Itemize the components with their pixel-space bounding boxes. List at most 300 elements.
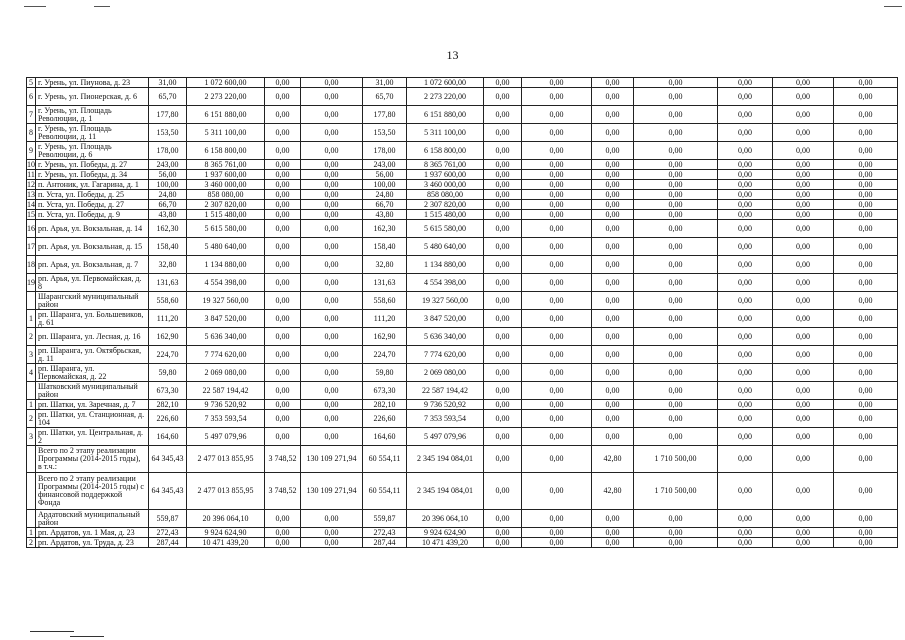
- value-cell: 0,00: [634, 510, 718, 528]
- table-row: [27, 142, 898, 160]
- table-row: [27, 210, 898, 220]
- value-cell: 8 365 761,00: [187, 160, 265, 170]
- table-row: [27, 200, 898, 210]
- value-cell: 5 497 079,96: [187, 428, 265, 446]
- value-cell: 0,00: [773, 446, 834, 473]
- value-cell: 0,00: [834, 364, 898, 382]
- value-cell: 0,00: [522, 473, 592, 510]
- value-cell: 0,00: [834, 328, 898, 346]
- value-cell: 100,00: [149, 180, 187, 190]
- value-cell: 0,00: [718, 382, 773, 400]
- value-cell: 1 072 600,00: [187, 78, 265, 88]
- value-cell: 0,00: [834, 88, 898, 106]
- value-cell: 0,00: [634, 382, 718, 400]
- table-row: [27, 292, 898, 310]
- value-cell: 0,00: [834, 274, 898, 292]
- bottom-rule-mid: [70, 636, 104, 637]
- value-cell: 0,00: [834, 310, 898, 328]
- address-cell: рп. Шаранга, ул. Октябрьская, д. 11: [36, 346, 149, 364]
- value-cell: 559,87: [363, 510, 407, 528]
- value-cell: 0,00: [773, 256, 834, 274]
- row-number: [27, 446, 36, 473]
- value-cell: 0,00: [773, 274, 834, 292]
- value-cell: 20 396 064,10: [407, 510, 484, 528]
- value-cell: 5 497 079,96: [407, 428, 484, 446]
- value-cell: 0,00: [592, 310, 634, 328]
- value-cell: 0,00: [634, 256, 718, 274]
- value-cell: 0,00: [592, 220, 634, 238]
- value-cell: 0,00: [265, 400, 301, 410]
- housing-program-table: [26, 77, 898, 548]
- value-cell: 858 080,00: [407, 190, 484, 200]
- value-cell: 0,00: [522, 328, 592, 346]
- value-cell: 0,00: [265, 124, 301, 142]
- bottom-rule-left: [30, 631, 74, 632]
- address-cell: г. Урень, ул. Пионерская, д. 6: [36, 88, 149, 106]
- table-row: [27, 364, 898, 382]
- value-cell: 0,00: [634, 238, 718, 256]
- value-cell: 0,00: [634, 428, 718, 446]
- table-row: [27, 428, 898, 446]
- value-cell: 0,00: [773, 180, 834, 190]
- value-cell: 0,00: [773, 142, 834, 160]
- value-cell: 0,00: [718, 364, 773, 382]
- table-row: [27, 400, 898, 410]
- value-cell: 0,00: [265, 292, 301, 310]
- value-cell: 0,00: [484, 180, 522, 190]
- value-cell: 9 736 520,92: [407, 400, 484, 410]
- value-cell: 3 460 000,00: [187, 180, 265, 190]
- value-cell: 1 710 500,00: [634, 446, 718, 473]
- value-cell: 0,00: [301, 400, 363, 410]
- value-cell: 0,00: [265, 78, 301, 88]
- value-cell: 0,00: [522, 346, 592, 364]
- value-cell: 0,00: [484, 400, 522, 410]
- row-number: 2: [27, 538, 36, 548]
- value-cell: 0,00: [718, 142, 773, 160]
- table-row: [27, 88, 898, 106]
- row-number: 1: [27, 310, 36, 328]
- value-cell: 0,00: [592, 78, 634, 88]
- value-cell: 158,40: [149, 238, 187, 256]
- value-cell: 2 273 220,00: [187, 88, 265, 106]
- value-cell: 0,00: [834, 106, 898, 124]
- value-cell: 0,00: [522, 256, 592, 274]
- value-cell: 0,00: [484, 238, 522, 256]
- value-cell: 0,00: [522, 292, 592, 310]
- value-cell: 0,00: [484, 428, 522, 446]
- value-cell: 9 924 624,90: [187, 528, 265, 538]
- row-number: 13: [27, 189, 35, 199]
- row-number: 17: [27, 238, 36, 256]
- value-cell: 0,00: [834, 538, 898, 548]
- value-cell: 0,00: [265, 180, 301, 190]
- value-cell: 32,80: [149, 256, 187, 274]
- value-cell: 0,00: [265, 346, 301, 364]
- address-cell: Всего по 2 этапу реализации Программы (2014-2015 годы), в т.ч.:: [36, 446, 149, 473]
- value-cell: 0,00: [484, 310, 522, 328]
- value-cell: 0,00: [522, 220, 592, 238]
- value-cell: 0,00: [834, 238, 898, 256]
- row-number: [27, 382, 36, 400]
- value-cell: 0,00: [301, 364, 363, 382]
- value-cell: 0,00: [718, 170, 773, 180]
- value-cell: 19 327 560,00: [187, 292, 265, 310]
- value-cell: 0,00: [773, 382, 834, 400]
- value-cell: 0,00: [592, 328, 634, 346]
- value-cell: 0,00: [773, 292, 834, 310]
- value-cell: 164,60: [363, 428, 407, 446]
- address-cell: Шарангский муниципальный район: [36, 292, 149, 310]
- value-cell: 0,00: [484, 410, 522, 428]
- value-cell: 9 736 520,92: [187, 400, 265, 410]
- value-cell: 0,00: [484, 274, 522, 292]
- value-cell: 42,80: [592, 446, 634, 473]
- value-cell: 0,00: [834, 78, 898, 88]
- value-cell: 0,00: [301, 382, 363, 400]
- value-cell: 559,87: [149, 510, 187, 528]
- row-number: 5: [27, 78, 36, 88]
- value-cell: 42,80: [592, 473, 634, 510]
- row-number: 16: [27, 220, 36, 238]
- value-cell: 0,00: [592, 428, 634, 446]
- address-cell: рп. Ардатов, ул. Труда, д. 23: [36, 538, 149, 548]
- row-number: 10: [27, 159, 35, 169]
- address-cell: Шатковский муниципальный район: [36, 382, 149, 400]
- value-cell: 0,00: [718, 180, 773, 190]
- table-row: [27, 510, 898, 528]
- value-cell: 0,00: [634, 160, 718, 170]
- value-cell: 0,00: [484, 210, 522, 220]
- value-cell: 0,00: [634, 364, 718, 382]
- value-cell: 0,00: [265, 170, 301, 180]
- value-cell: 0,00: [301, 190, 363, 200]
- value-cell: 673,30: [363, 382, 407, 400]
- value-cell: 6 151 880,00: [407, 106, 484, 124]
- value-cell: 0,00: [484, 382, 522, 400]
- value-cell: 0,00: [301, 106, 363, 124]
- value-cell: 19 327 560,00: [407, 292, 484, 310]
- value-cell: 0,00: [718, 190, 773, 200]
- value-cell: 0,00: [301, 292, 363, 310]
- value-cell: 0,00: [773, 170, 834, 180]
- value-cell: 0,00: [265, 190, 301, 200]
- value-cell: 0,00: [301, 170, 363, 180]
- value-cell: 10 471 439,20: [407, 538, 484, 548]
- value-cell: 22 587 194,42: [187, 382, 265, 400]
- value-cell: 0,00: [592, 292, 634, 310]
- value-cell: 10 471 439,20: [187, 538, 265, 548]
- value-cell: 0,00: [265, 274, 301, 292]
- value-cell: 0,00: [634, 292, 718, 310]
- value-cell: 0,00: [718, 538, 773, 548]
- value-cell: 1 937 600,00: [407, 170, 484, 180]
- value-cell: 153,50: [363, 124, 407, 142]
- value-cell: 0,00: [592, 190, 634, 200]
- value-cell: 0,00: [484, 528, 522, 538]
- value-cell: 0,00: [301, 238, 363, 256]
- address-cell: рп. Шаранга, ул. Большевиков, д. 61: [36, 310, 149, 328]
- value-cell: 64 345,43: [149, 473, 187, 510]
- value-cell: 66,70: [149, 200, 187, 210]
- value-cell: 0,00: [522, 382, 592, 400]
- table-row: [27, 78, 898, 88]
- value-cell: 0,00: [834, 510, 898, 528]
- row-number: 8: [27, 124, 36, 142]
- value-cell: 0,00: [592, 124, 634, 142]
- value-cell: 5 615 580,00: [187, 220, 265, 238]
- value-cell: 64 345,43: [149, 446, 187, 473]
- value-cell: 0,00: [718, 274, 773, 292]
- value-cell: 131,63: [149, 274, 187, 292]
- value-cell: 0,00: [718, 328, 773, 346]
- value-cell: 0,00: [484, 292, 522, 310]
- value-cell: 0,00: [592, 180, 634, 190]
- value-cell: 0,00: [592, 538, 634, 548]
- value-cell: 0,00: [834, 400, 898, 410]
- value-cell: 0,00: [634, 538, 718, 548]
- value-cell: 56,00: [149, 170, 187, 180]
- address-cell: рп. Шаранга, ул. Лесная, д. 16: [36, 328, 149, 346]
- value-cell: 65,70: [363, 88, 407, 106]
- value-cell: 0,00: [522, 364, 592, 382]
- value-cell: 0,00: [301, 142, 363, 160]
- row-number: 6: [27, 88, 36, 106]
- value-cell: 3 847 520,00: [407, 310, 484, 328]
- value-cell: 0,00: [718, 88, 773, 106]
- value-cell: 0,00: [718, 510, 773, 528]
- value-cell: 0,00: [718, 446, 773, 473]
- value-cell: 0,00: [484, 170, 522, 180]
- address-cell: г. Урень, ул. Площадь Революции, д. 1: [36, 106, 149, 124]
- value-cell: 0,00: [834, 210, 898, 220]
- value-cell: 0,00: [484, 364, 522, 382]
- address-cell: рп. Арья, ул. Первомайская, д. 8: [36, 274, 149, 292]
- table-row: [27, 310, 898, 328]
- value-cell: 0,00: [301, 180, 363, 190]
- value-cell: 0,00: [265, 200, 301, 210]
- value-cell: 0,00: [484, 346, 522, 364]
- value-cell: 0,00: [522, 78, 592, 88]
- value-cell: 7 774 620,00: [407, 346, 484, 364]
- value-cell: 0,00: [718, 400, 773, 410]
- value-cell: 31,00: [149, 78, 187, 88]
- table-row: [27, 238, 898, 256]
- value-cell: 5 311 100,00: [187, 124, 265, 142]
- value-cell: 0,00: [484, 190, 522, 200]
- value-cell: 32,80: [363, 256, 407, 274]
- value-cell: 1 710 500,00: [634, 473, 718, 510]
- value-cell: 0,00: [592, 364, 634, 382]
- row-number: 3: [27, 428, 36, 446]
- value-cell: 0,00: [718, 78, 773, 88]
- address-cell: г. Урень, ул. Пиунова, д. 23: [36, 78, 149, 88]
- value-cell: 0,00: [301, 428, 363, 446]
- value-cell: 5 480 640,00: [407, 238, 484, 256]
- value-cell: 0,00: [773, 106, 834, 124]
- value-cell: 243,00: [149, 160, 187, 170]
- value-cell: 0,00: [522, 170, 592, 180]
- value-cell: 0,00: [301, 220, 363, 238]
- value-cell: 178,00: [363, 142, 407, 160]
- value-cell: 0,00: [592, 346, 634, 364]
- top-rule-right: [884, 6, 902, 7]
- value-cell: 3 748,52: [265, 473, 301, 510]
- address-cell: рп. Шатки, ул. Станционная, д. 104: [36, 410, 149, 428]
- value-cell: 66,70: [363, 200, 407, 210]
- value-cell: 31,00: [363, 78, 407, 88]
- value-cell: 0,00: [265, 428, 301, 446]
- value-cell: 0,00: [718, 106, 773, 124]
- value-cell: 0,00: [522, 410, 592, 428]
- value-cell: 0,00: [834, 190, 898, 200]
- value-cell: 0,00: [301, 256, 363, 274]
- value-cell: 0,00: [773, 364, 834, 382]
- value-cell: 0,00: [773, 88, 834, 106]
- value-cell: 0,00: [484, 473, 522, 510]
- value-cell: 0,00: [718, 292, 773, 310]
- value-cell: 0,00: [301, 274, 363, 292]
- value-cell: 0,00: [834, 160, 898, 170]
- value-cell: 226,60: [363, 410, 407, 428]
- value-cell: 0,00: [592, 274, 634, 292]
- value-cell: 164,60: [149, 428, 187, 446]
- value-cell: 287,44: [363, 538, 407, 548]
- value-cell: 0,00: [301, 310, 363, 328]
- value-cell: 5 636 340,00: [407, 328, 484, 346]
- address-cell: Всего по 2 этапу реализации Программы (2014-2015 годы) с финансовой поддержкой Фонда: [36, 473, 149, 510]
- value-cell: 2 069 080,00: [187, 364, 265, 382]
- value-cell: 1 937 600,00: [187, 170, 265, 180]
- table-row: [27, 382, 898, 400]
- value-cell: 0,00: [484, 78, 522, 88]
- table-row: [27, 170, 898, 180]
- value-cell: 0,00: [773, 238, 834, 256]
- value-cell: 0,00: [265, 256, 301, 274]
- table-row: [27, 328, 898, 346]
- value-cell: 5 636 340,00: [187, 328, 265, 346]
- value-cell: 0,00: [301, 528, 363, 538]
- value-cell: 0,00: [522, 310, 592, 328]
- value-cell: 0,00: [301, 124, 363, 142]
- table-row: [27, 473, 898, 510]
- value-cell: 0,00: [634, 210, 718, 220]
- value-cell: 111,20: [363, 310, 407, 328]
- value-cell: 0,00: [773, 78, 834, 88]
- value-cell: 0,00: [301, 538, 363, 548]
- value-cell: 0,00: [718, 124, 773, 142]
- value-cell: 0,00: [522, 528, 592, 538]
- address-cell: рп. Ардатов, ул. 1 Мая, д. 23: [36, 528, 149, 538]
- value-cell: 224,70: [363, 346, 407, 364]
- value-cell: 0,00: [592, 510, 634, 528]
- row-number: 7: [27, 106, 36, 124]
- value-cell: 0,00: [718, 410, 773, 428]
- value-cell: 0,00: [265, 142, 301, 160]
- value-cell: 0,00: [634, 310, 718, 328]
- value-cell: 0,00: [834, 170, 898, 180]
- value-cell: 0,00: [773, 160, 834, 170]
- value-cell: 24,80: [363, 190, 407, 200]
- value-cell: 0,00: [301, 510, 363, 528]
- table-row: [27, 160, 898, 170]
- value-cell: 224,70: [149, 346, 187, 364]
- value-cell: 158,40: [363, 238, 407, 256]
- table-row: [27, 180, 898, 190]
- top-rule-mid: [94, 6, 110, 7]
- value-cell: 0,00: [834, 382, 898, 400]
- table-row: [27, 538, 898, 548]
- value-cell: 0,00: [634, 346, 718, 364]
- address-cell: п. Антоник, ул. Гагарина, д. 1: [36, 180, 149, 190]
- value-cell: 162,90: [149, 328, 187, 346]
- value-cell: 2 345 194 084,01: [407, 446, 484, 473]
- value-cell: 162,90: [363, 328, 407, 346]
- value-cell: 0,00: [634, 78, 718, 88]
- value-cell: 56,00: [363, 170, 407, 180]
- address-cell: Ардатовский муниципальный район: [36, 510, 149, 528]
- address-cell: г. Урень, ул. Площадь Революции, д. 6: [36, 142, 149, 160]
- value-cell: 0,00: [484, 106, 522, 124]
- value-cell: 0,00: [718, 346, 773, 364]
- value-cell: 0,00: [265, 538, 301, 548]
- value-cell: 5 615 580,00: [407, 220, 484, 238]
- value-cell: 0,00: [773, 200, 834, 210]
- value-cell: 3 748,52: [265, 446, 301, 473]
- address-cell: рп. Арья, ул. Вокзальная, д. 7: [36, 256, 149, 274]
- value-cell: 243,00: [363, 160, 407, 170]
- value-cell: 0,00: [592, 256, 634, 274]
- value-cell: 0,00: [773, 473, 834, 510]
- value-cell: 0,00: [634, 88, 718, 106]
- value-cell: 0,00: [522, 124, 592, 142]
- value-cell: 22 587 194,42: [407, 382, 484, 400]
- value-cell: 130 109 271,94: [301, 473, 363, 510]
- value-cell: 1 134 880,00: [407, 256, 484, 274]
- value-cell: 0,00: [265, 210, 301, 220]
- value-cell: 0,00: [301, 78, 363, 88]
- value-cell: 0,00: [484, 200, 522, 210]
- row-number: 11: [27, 169, 35, 179]
- value-cell: 153,50: [149, 124, 187, 142]
- value-cell: 20 396 064,10: [187, 510, 265, 528]
- value-cell: 0,00: [634, 170, 718, 180]
- value-cell: 0,00: [592, 528, 634, 538]
- value-cell: 0,00: [773, 310, 834, 328]
- value-cell: 287,44: [149, 538, 187, 548]
- value-cell: 0,00: [522, 446, 592, 473]
- value-cell: 0,00: [522, 106, 592, 124]
- value-cell: 130 109 271,94: [301, 446, 363, 473]
- value-cell: 0,00: [484, 88, 522, 106]
- value-cell: 0,00: [265, 510, 301, 528]
- value-cell: 0,00: [592, 170, 634, 180]
- value-cell: 0,00: [265, 238, 301, 256]
- value-cell: 0,00: [718, 428, 773, 446]
- address-cell: рп. Шаранга, ул. Первомайская, д. 22: [36, 364, 149, 382]
- value-cell: 1 515 480,00: [187, 210, 265, 220]
- value-cell: 0,00: [634, 328, 718, 346]
- address-cell: рп. Арья, ул. Вокзальная, д. 14: [36, 220, 149, 238]
- value-cell: 0,00: [718, 200, 773, 210]
- value-cell: 43,80: [363, 210, 407, 220]
- value-cell: 59,80: [363, 364, 407, 382]
- value-cell: 0,00: [484, 142, 522, 160]
- value-cell: 2 273 220,00: [407, 88, 484, 106]
- value-cell: 0,00: [634, 528, 718, 538]
- value-cell: 0,00: [522, 210, 592, 220]
- row-number: [27, 473, 36, 510]
